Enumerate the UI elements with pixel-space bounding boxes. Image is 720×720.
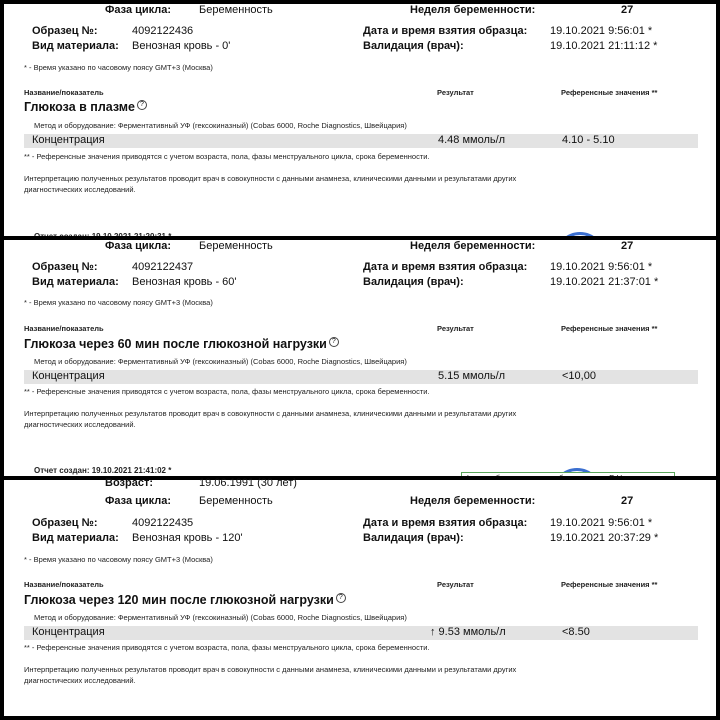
column-header-name: Название/показатель [24,580,104,589]
pregnancy-week-label: Неделя беременности: [410,495,536,507]
column-header-reference: Референсные значения ** [561,324,658,333]
method-equipment: Метод и оборудование: Ферментативный УФ (гексокиназный) (Cobas 6000, Roche Diagnostics, Швейцария) [34,121,407,130]
sample-number-label: Образец №: [32,261,98,273]
age-value: 19.06.1991 (30 лет) [199,477,297,489]
pregnancy-week-value: 27 [621,4,634,16]
interpretation-line-2: диагностических исследований. [24,676,136,685]
phase-value: Беременность [199,240,273,252]
phase-label: Фаза цикла: [105,495,172,507]
sample-datetime-value: 19.10.2021 9:56:01 * [550,261,653,273]
material-label: Вид материала: [32,40,119,52]
test-title-text: Глюкоза через 60 мин после глюкозной нагрузки [24,337,327,352]
sample-datetime-value: 19.10.2021 9:56:01 * [550,517,653,529]
lab-report-panel-2 [4,240,716,476]
test-title [24,593,346,607]
result-row-reference: <8.50 [562,626,590,638]
result-row-name: Концентрация [32,134,105,146]
material-value: Венозная кровь - 0' [132,40,231,52]
reference-note: ** - Референсные значения приводятся с учетом возраста, пола, фазы менструального цикла, срока беременности. [24,387,430,396]
interpretation-line-1: Интерпретацию полученных результатов проводит врач в совокупности с данными анамнеза, клиническими данными и результатами других [24,409,517,418]
result-row-value: 4.48 ммоль/л [438,134,506,146]
result-row-name: Концентрация [32,626,105,638]
info-icon[interactable]: ? [336,593,346,603]
column-header-result: Результат [437,324,474,333]
test-title-text: Глюкоза через 120 мин после глюкозной нагрузки [24,593,334,608]
result-row [24,626,698,640]
result-row-reference: 4.10 - 5.10 [562,134,615,146]
interpretation-line-1: Интерпретацию полученных результатов проводит врач в совокупности с данными анамнеза, клиническими данными и результатами других [24,174,517,183]
sample-number-label: Образец №: [32,517,98,529]
material-value: Венозная кровь - 60' [132,276,237,288]
lab-report-panel-3 [4,477,716,716]
column-header-result: Результат [437,580,474,589]
result-row [24,370,698,384]
result-row-value: ↑ 9.53 ммоль/л [430,626,506,638]
test-title-text: Глюкоза в плазме [24,100,135,115]
pregnancy-week-label: Неделя беременности: [410,4,536,16]
lab-report-panel-1 [4,4,716,236]
phase-value: Беременность [199,4,273,16]
test-title [24,100,147,114]
validation-label: Валидация (врач): [363,40,464,52]
method-equipment: Метод и оборудование: Ферментативный УФ (гексокиназный) (Cobas 6000, Roche Diagnostics, Швейцария) [34,357,407,366]
sample-datetime-label: Дата и время взятия образца: [363,517,528,529]
interpretation-line-2: диагностических исследований. [24,420,136,429]
result-row [24,134,698,148]
test-title [24,337,339,351]
column-header-result: Результат [437,88,474,97]
result-row-name: Концентрация [32,370,105,382]
interpretation-line-2: диагностических исследований. [24,185,136,194]
phase-label: Фаза цикла: [105,240,172,252]
interpretation-line-1: Интерпретацию полученных результатов проводит врач в совокупности с данными анамнеза, клиническими данными и результатами других [24,665,517,674]
column-header-reference: Референсные значения ** [561,88,658,97]
validation-label: Валидация (врач): [363,532,464,544]
info-icon[interactable]: ? [137,100,147,110]
sample-number-value: 4092122437 [132,261,194,273]
info-icon[interactable]: ? [329,337,339,347]
report-created: Отчет создан: 19.10.2021 21:41:02 * [34,466,172,475]
sample-number-label: Образец №: [32,25,98,37]
phase-label: Фаза цикла: [105,4,172,16]
sample-datetime-label: Дата и время взятия образца: [363,25,528,37]
material-label: Вид материала: [32,532,119,544]
timezone-note: * - Время указано по часовому поясу GMT+3 (Москва) [24,555,213,564]
reference-note: ** - Референсные значения приводятся с учетом возраста, пола, фазы менструального цикла, срока беременности. [24,643,430,652]
timezone-note: * - Время указано по часовому поясу GMT+3 (Москва) [24,63,213,72]
column-header-reference: Референсные значения ** [561,580,658,589]
column-header-name: Название/показатель [24,88,104,97]
age-label: Возраст: [105,477,153,489]
phase-value: Беременность [199,495,273,507]
sample-datetime-value: 19.10.2021 9:56:01 * [550,25,653,37]
sample-number-value: 4092122436 [132,25,194,37]
validation-value: 19.10.2021 21:11:12 * [550,40,658,52]
method-equipment: Метод и оборудование: Ферментативный УФ (гексокиназный) (Cobas 6000, Roche Diagnostics, Швейцария) [34,613,407,622]
pregnancy-week-label: Неделя беременности: [410,240,536,252]
sample-number-value: 4092122435 [132,517,194,529]
validation-value: 19.10.2021 21:37:01 * [550,276,659,288]
column-header-name: Название/показатель [24,324,104,333]
reference-note: ** - Референсные значения приводятся с учетом возраста, пола, фазы менструального цикла, срока беременности. [24,152,430,161]
material-value: Венозная кровь - 120' [132,532,243,544]
result-row-reference: <10,00 [562,370,596,382]
pregnancy-week-value: 27 [621,240,634,252]
timezone-note: * - Время указано по часовому поясу GMT+3 (Москва) [24,298,213,307]
material-label: Вид материала: [32,276,119,288]
pregnancy-week-value: 27 [621,495,634,507]
validation-label: Валидация (врач): [363,276,464,288]
sample-datetime-label: Дата и время взятия образца: [363,261,528,273]
result-row-value: 5.15 ммоль/л [438,370,506,382]
validation-value: 19.10.2021 20:37:29 * [550,532,659,544]
